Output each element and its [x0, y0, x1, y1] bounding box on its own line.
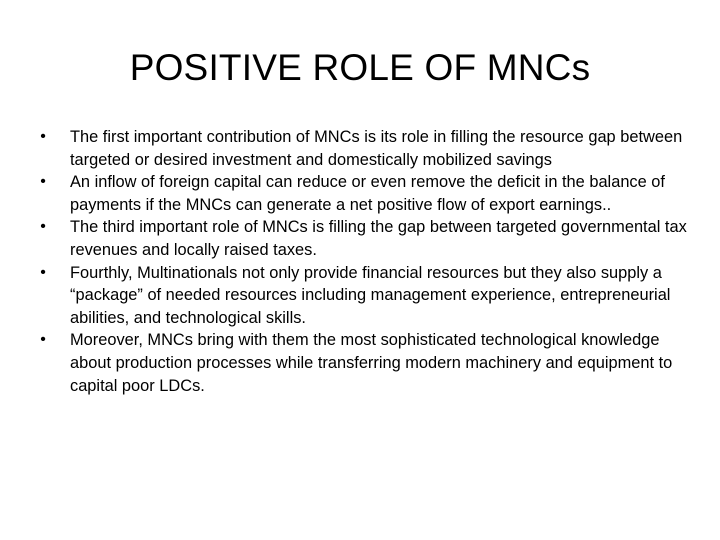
bullet-dot-icon: • — [40, 331, 46, 349]
bullet-text: Moreover, MNCs bring with them the most sophisticated technological knowledge about production processes while transferring modern machinery and equipment to capital poor LDCs. — [70, 331, 673, 395]
bullet-item — [36, 262, 688, 330]
bullet-item — [36, 329, 688, 397]
bullet-list — [36, 126, 688, 397]
bullet-item — [36, 171, 688, 216]
bullet-text: The first important contribution of MNCs is its role in filling the resource gap between targeted or desired investment and domestically mobilized savings — [70, 128, 683, 169]
slide-title: POSITIVE ROLE OF MNCs — [129, 47, 591, 88]
bullet-dot-icon: • — [40, 128, 46, 145]
bullet-item — [36, 126, 688, 171]
bullet-dot-icon: • — [40, 173, 46, 191]
bullet-dot-icon: • — [40, 218, 46, 236]
bullet-text: Fourthly, Multinationals not only provide financial resources but they also supply a “package” of needed resources including management experience, entrepreneurial abilities, and technological skills. — [70, 263, 671, 327]
bullet-dot-icon: • — [40, 263, 46, 281]
bullet-item — [36, 216, 688, 261]
bullet-text: An inflow of foreign capital can reduce or even remove the deficit in the balance of payments if the MNCs can generate a net positive flow of export earnings.. — [70, 173, 665, 214]
bullet-text: The third important role of MNCs is filling the gap between targeted governmental tax revenues and locally raised taxes. — [70, 218, 687, 259]
